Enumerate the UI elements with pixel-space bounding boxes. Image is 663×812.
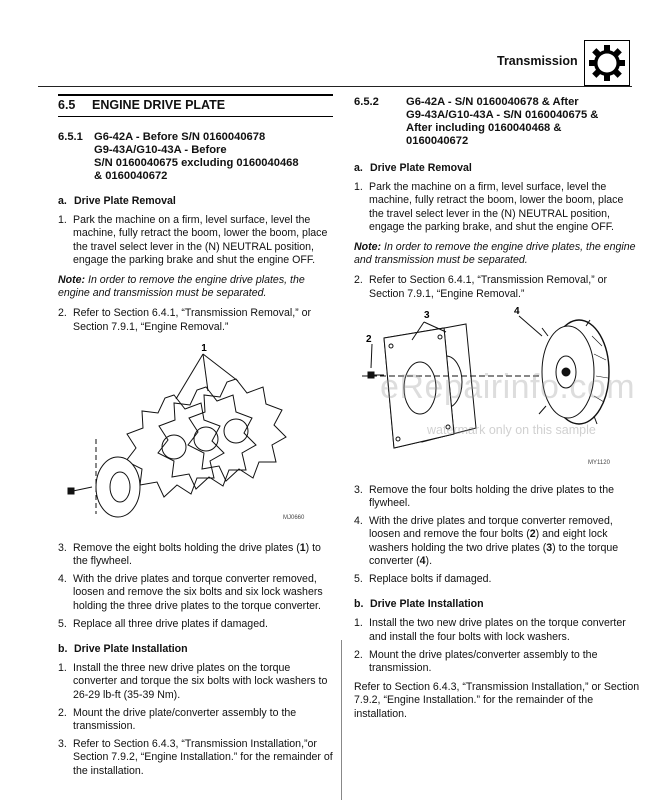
- closing-paragraph: Refer to Section 6.4.3, “Transmission Installation,” or Section 7.9.2, “Engine Installation.” for the remainder of the installation.: [354, 681, 640, 720]
- subsection-title-line: G6-42A - S/N 0160040678 & After: [406, 96, 579, 108]
- step-text: With the drive plates and torque converter removed, loosen and remove the six bolts and six lock washers holding the three drive plates to the torque converter.: [73, 573, 323, 612]
- step-number: 2.: [58, 307, 67, 320]
- list-item: [58, 662, 333, 702]
- step-text-part: With the drive plates and torque converter removed, loosen and remove the four bolts (: [369, 515, 613, 541]
- procedure-title: Drive Plate Installation: [370, 598, 484, 611]
- removal-steps-final: [58, 542, 333, 631]
- note-label: Note:: [58, 274, 86, 287]
- list-item: [58, 542, 333, 568]
- column-margin-rule: [341, 640, 342, 800]
- step-text-part: ) to the flywheel.: [73, 541, 321, 568]
- list-item: [354, 274, 640, 300]
- transmission-gear-icon: [584, 40, 630, 86]
- list-item: [58, 307, 333, 333]
- callout-ref: 3: [546, 541, 553, 554]
- procedure-title: Drive Plate Installation: [74, 643, 188, 656]
- step-text: Install the two new drive plates on the torque converter and install the four bolts with lock washers.: [369, 617, 626, 643]
- installation-steps: [58, 662, 333, 778]
- subsection-title-line: 0160040672: [406, 135, 469, 147]
- left-column: [58, 94, 333, 783]
- list-item: [58, 738, 333, 778]
- note: [354, 241, 640, 267]
- installation-steps: [354, 617, 640, 675]
- step-number: 2.: [354, 274, 363, 287]
- step-text: Refer to Section 6.4.1, “Transmission Removal,” or Section 7.9.1, “Engine Removal.”: [369, 274, 608, 300]
- step-text: Replace bolts if damaged.: [369, 573, 492, 586]
- step-text: Install the three new drive plates on the torque converter and torque the six bolts with lock washers to 26-29 lb-ft (35-39 Nm).: [73, 662, 328, 701]
- header-rule: [38, 86, 632, 87]
- step-number: 3.: [58, 541, 67, 554]
- figure-code: MY1120: [588, 459, 610, 466]
- step-number: 1.: [58, 214, 67, 227]
- list-item: [58, 214, 333, 267]
- subsection-number: 6.5.1: [58, 131, 83, 143]
- procedure-heading-removal: [354, 162, 640, 175]
- step-text: Park the machine on a firm, level surface, level the machine, fully retract the boom, lower the boom, place the travel select lever in the (N) NEUTRAL position, engage the parking brake, and shut the engine OFF.: [369, 181, 624, 233]
- step-text: [369, 515, 640, 568]
- step-text-part: ) and eight lock washers holding the two drive plates (: [369, 528, 608, 554]
- step-number: 5.: [354, 573, 363, 586]
- procedure-title: Drive Plate Removal: [74, 195, 176, 207]
- callout-3: 3: [424, 309, 430, 321]
- section-number: 6.5: [58, 98, 76, 113]
- removal-steps-continued: [58, 307, 333, 333]
- note-text: In order to remove the engine drive plates, the engine and transmission must be separated.: [58, 274, 305, 300]
- list-item: [354, 649, 640, 675]
- subsection-heading-652: [354, 96, 640, 148]
- step-number: 1.: [58, 662, 67, 675]
- callout-ref: 4: [419, 554, 426, 567]
- step-text: Refer to Section 6.4.3, “Transmission Installation,”or Section 7.9.2, “Engine Installation.” for the remainder of the installation.: [73, 738, 333, 777]
- step-number: 4.: [58, 573, 67, 586]
- list-item: [354, 573, 640, 586]
- list-item: [354, 515, 640, 568]
- callout-1: 1: [201, 342, 207, 354]
- procedure-letter: a.: [58, 195, 67, 207]
- step-number: 3.: [354, 483, 363, 496]
- note-text: In order to remove the engine drive plates, the engine and transmission must be separated.: [354, 241, 636, 267]
- procedure-heading-removal: [58, 195, 333, 208]
- section-heading: [58, 94, 333, 117]
- step-text: Remove the four bolts holding the drive plates to the flywheel.: [369, 483, 614, 510]
- step-text: Replace all three drive plates if damaged.: [73, 617, 268, 630]
- step-number: 2.: [58, 706, 67, 719]
- note-label: Note:: [354, 241, 382, 254]
- step-number: 3.: [58, 738, 67, 751]
- removal-steps: [354, 181, 640, 234]
- subsection-title-line: G9-43A/G10-43A - S/N 0160040675 &: [406, 109, 599, 121]
- procedure-heading-installation: [58, 643, 333, 656]
- list-item: [58, 573, 333, 613]
- watermark-subtext: watermark only on this sample: [427, 423, 596, 437]
- step-text: [73, 542, 333, 568]
- procedure-heading-installation: [354, 598, 640, 611]
- running-header-title: Transmission: [497, 54, 578, 68]
- right-column: [354, 94, 640, 721]
- callout-ref: 2: [529, 528, 536, 541]
- subsection-number: 6.5.2: [354, 96, 379, 108]
- procedure-letter: b.: [58, 643, 68, 656]
- step-number: 1.: [354, 617, 363, 630]
- callout-2: 2: [366, 333, 372, 345]
- subsection-heading-651: [58, 131, 333, 183]
- step-text: Refer to Section 6.4.1, “Transmission Removal,” or Section 7.9.1, “Engine Removal.”: [73, 307, 312, 333]
- step-number: 1.: [354, 181, 363, 194]
- procedure-title: Drive Plate Removal: [370, 162, 472, 174]
- subsection-title-line: G6-42A - Before S/N 0160040678: [94, 131, 266, 143]
- step-text-part: Remove the eight bolts holding the drive plates (: [73, 541, 300, 554]
- step-text: Mount the drive plate/converter assembly to the transmission.: [73, 706, 297, 733]
- removal-steps: [58, 214, 333, 267]
- list-item: [354, 181, 640, 234]
- subsection-title-line: & 0160040672: [94, 170, 168, 182]
- list-item: [354, 617, 640, 643]
- subsection-title-line: After including 0160040468 &: [406, 122, 562, 134]
- subsection-title-line: G9-43A/G10-43A - Before: [94, 144, 227, 156]
- callout-ref: 1: [299, 541, 306, 554]
- step-text: Mount the drive plates/converter assembly to the transmission.: [369, 648, 598, 675]
- step-text-part: ).: [425, 554, 433, 567]
- procedure-letter: a.: [354, 162, 363, 174]
- list-item: [58, 618, 333, 631]
- note: [58, 274, 333, 300]
- step-text-part: ) to the torque converter (: [369, 541, 619, 567]
- figure-code: MJ0660: [283, 514, 305, 521]
- subsection-title-line: S/N 0160040675 excluding 0160040468: [94, 157, 299, 169]
- step-number: 2.: [354, 648, 363, 661]
- step-number: 5.: [58, 617, 67, 630]
- step-text: Park the machine on a firm, level surface, level the machine, fully retract the boom, lower the boom, place the travel select lever in the (N) NEUTRAL position, engage the parking brake and shut the engine OFF.: [73, 214, 328, 266]
- watermark-text: eRepairinfo.com: [380, 368, 636, 406]
- list-item: [354, 484, 640, 510]
- removal-steps-continued: [354, 274, 640, 300]
- procedure-letter: b.: [354, 598, 364, 611]
- callout-4: 4: [514, 305, 520, 317]
- figure-drive-plates-651: [58, 339, 333, 534]
- removal-steps-final: [354, 484, 640, 586]
- section-title: ENGINE DRIVE PLATE: [92, 98, 226, 113]
- list-item: [58, 707, 333, 733]
- step-number: 4.: [354, 515, 363, 528]
